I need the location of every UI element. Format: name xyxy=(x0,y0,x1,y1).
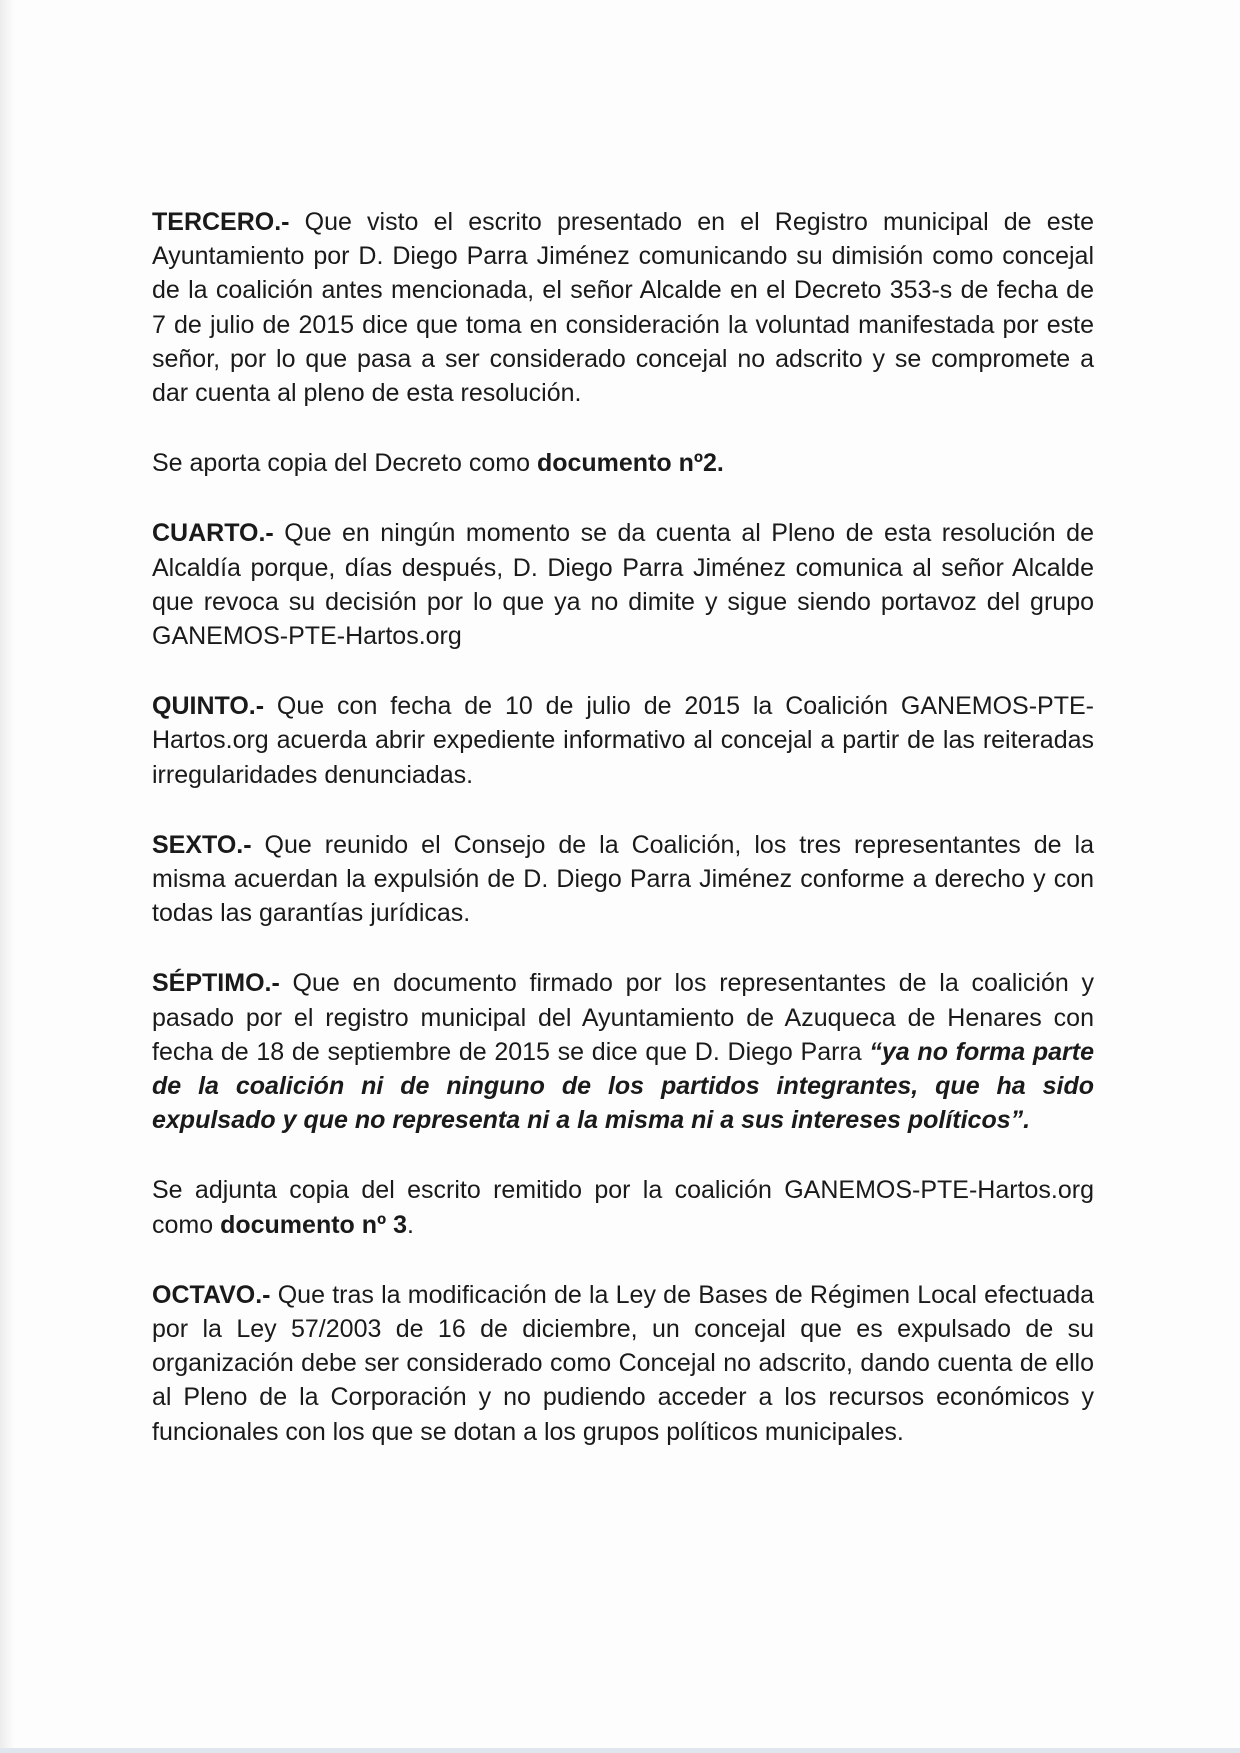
body-text: Que con fecha de 10 de julio de 2015 la Coalición GANEMOS-PTE-Hartos.org acuerda abrir expediente informativo al concejal a partir de las reiteradas irregularidades denunciadas. xyxy=(152,692,1094,789)
body-text: Que en ningún momento se da cuenta al Pleno de esta resolución de Alcaldía porque, días después, D. Diego Parra Jiménez comunica al señor Alcalde que revoca su decisión por lo que ya no dimite y sigue siendo portavoz del grupo GANEMOS-PTE-Hartos.org xyxy=(152,519,1094,651)
paragraph-documento-3 xyxy=(152,1173,1094,1241)
heading: CUARTO.- xyxy=(152,519,274,548)
paragraph-sexto xyxy=(152,828,1094,931)
document-reference: documento nº 3 xyxy=(220,1210,408,1239)
body-text: Que reunido el Consejo de la Coalición, los tres representantes de la misma acuerdan la expulsión de D. Diego Parra Jiménez conforme a derecho y con todas las garantías jurídicas. xyxy=(152,830,1094,928)
paragraph-cuarto xyxy=(152,516,1094,653)
quote: “ya no forma parte de la coalición ni de ninguno de los partidos integrantes, que ha sido expulsado y que no representa ni a la misma ni a sus intereses políticos”. xyxy=(152,1037,1094,1135)
body-text: Se adjunta copia del escrito remitido por la coalición GANEMOS-PTE-Hartos.org como xyxy=(152,1176,1094,1239)
body-text: Que en documento firmado por los representantes de la coalición y pasado por el registro municipal del Ayuntamiento de Azuqueca de Henares con fecha de 18 de septiembre de 2015 se dice que D. Diego Parra xyxy=(152,969,1094,1066)
paragraph-octavo xyxy=(152,1278,1094,1449)
document-body xyxy=(152,205,1094,1485)
heading: OCTAVO.- xyxy=(152,1280,271,1309)
paragraph-tercero xyxy=(152,205,1094,410)
heading: SÉPTIMO.- xyxy=(152,969,280,998)
scan-bottom-edge xyxy=(0,1748,1240,1753)
body-text: . xyxy=(407,1210,414,1239)
heading: SEXTO.- xyxy=(152,830,252,859)
paragraph-septimo xyxy=(152,966,1094,1137)
body-text: Que visto el escrito presentado en el Registro municipal de este Ayuntamiento por D. Diego Parra Jiménez comunicando su dimisión como concejal de la coalición antes mencionada, el señor Alcalde en el Decreto 353-s de fecha de 7 de julio de 2015 dice que toma en consideración la voluntad manifestada por este señor, por lo que pasa a ser considerado concejal no adscrito y se compromete a dar cuenta al pleno de esta resolución. xyxy=(152,208,1094,408)
paragraph-quinto xyxy=(152,689,1094,792)
heading: TERCERO.- xyxy=(152,208,290,236)
document-reference: documento nº2. xyxy=(536,449,724,478)
body-text: Que tras la modificación de la Ley de Bases de Régimen Local efectuada por la Ley 57/2003 de 16 de diciembre, un concejal que es expulsado de su organización debe ser considerado como Concejal no adscrito, dando cuenta de ello al Pleno de la Corporación y no pudiendo acceder a los recursos económicos y funcionales con los que se dotan a los grupos políticos municipales. xyxy=(152,1280,1094,1446)
scan-edge xyxy=(0,0,14,1753)
body-text: Se aporta copia del Decreto como xyxy=(152,449,537,478)
paragraph-documento-2 xyxy=(152,446,1094,480)
heading: QUINTO.- xyxy=(152,692,265,721)
